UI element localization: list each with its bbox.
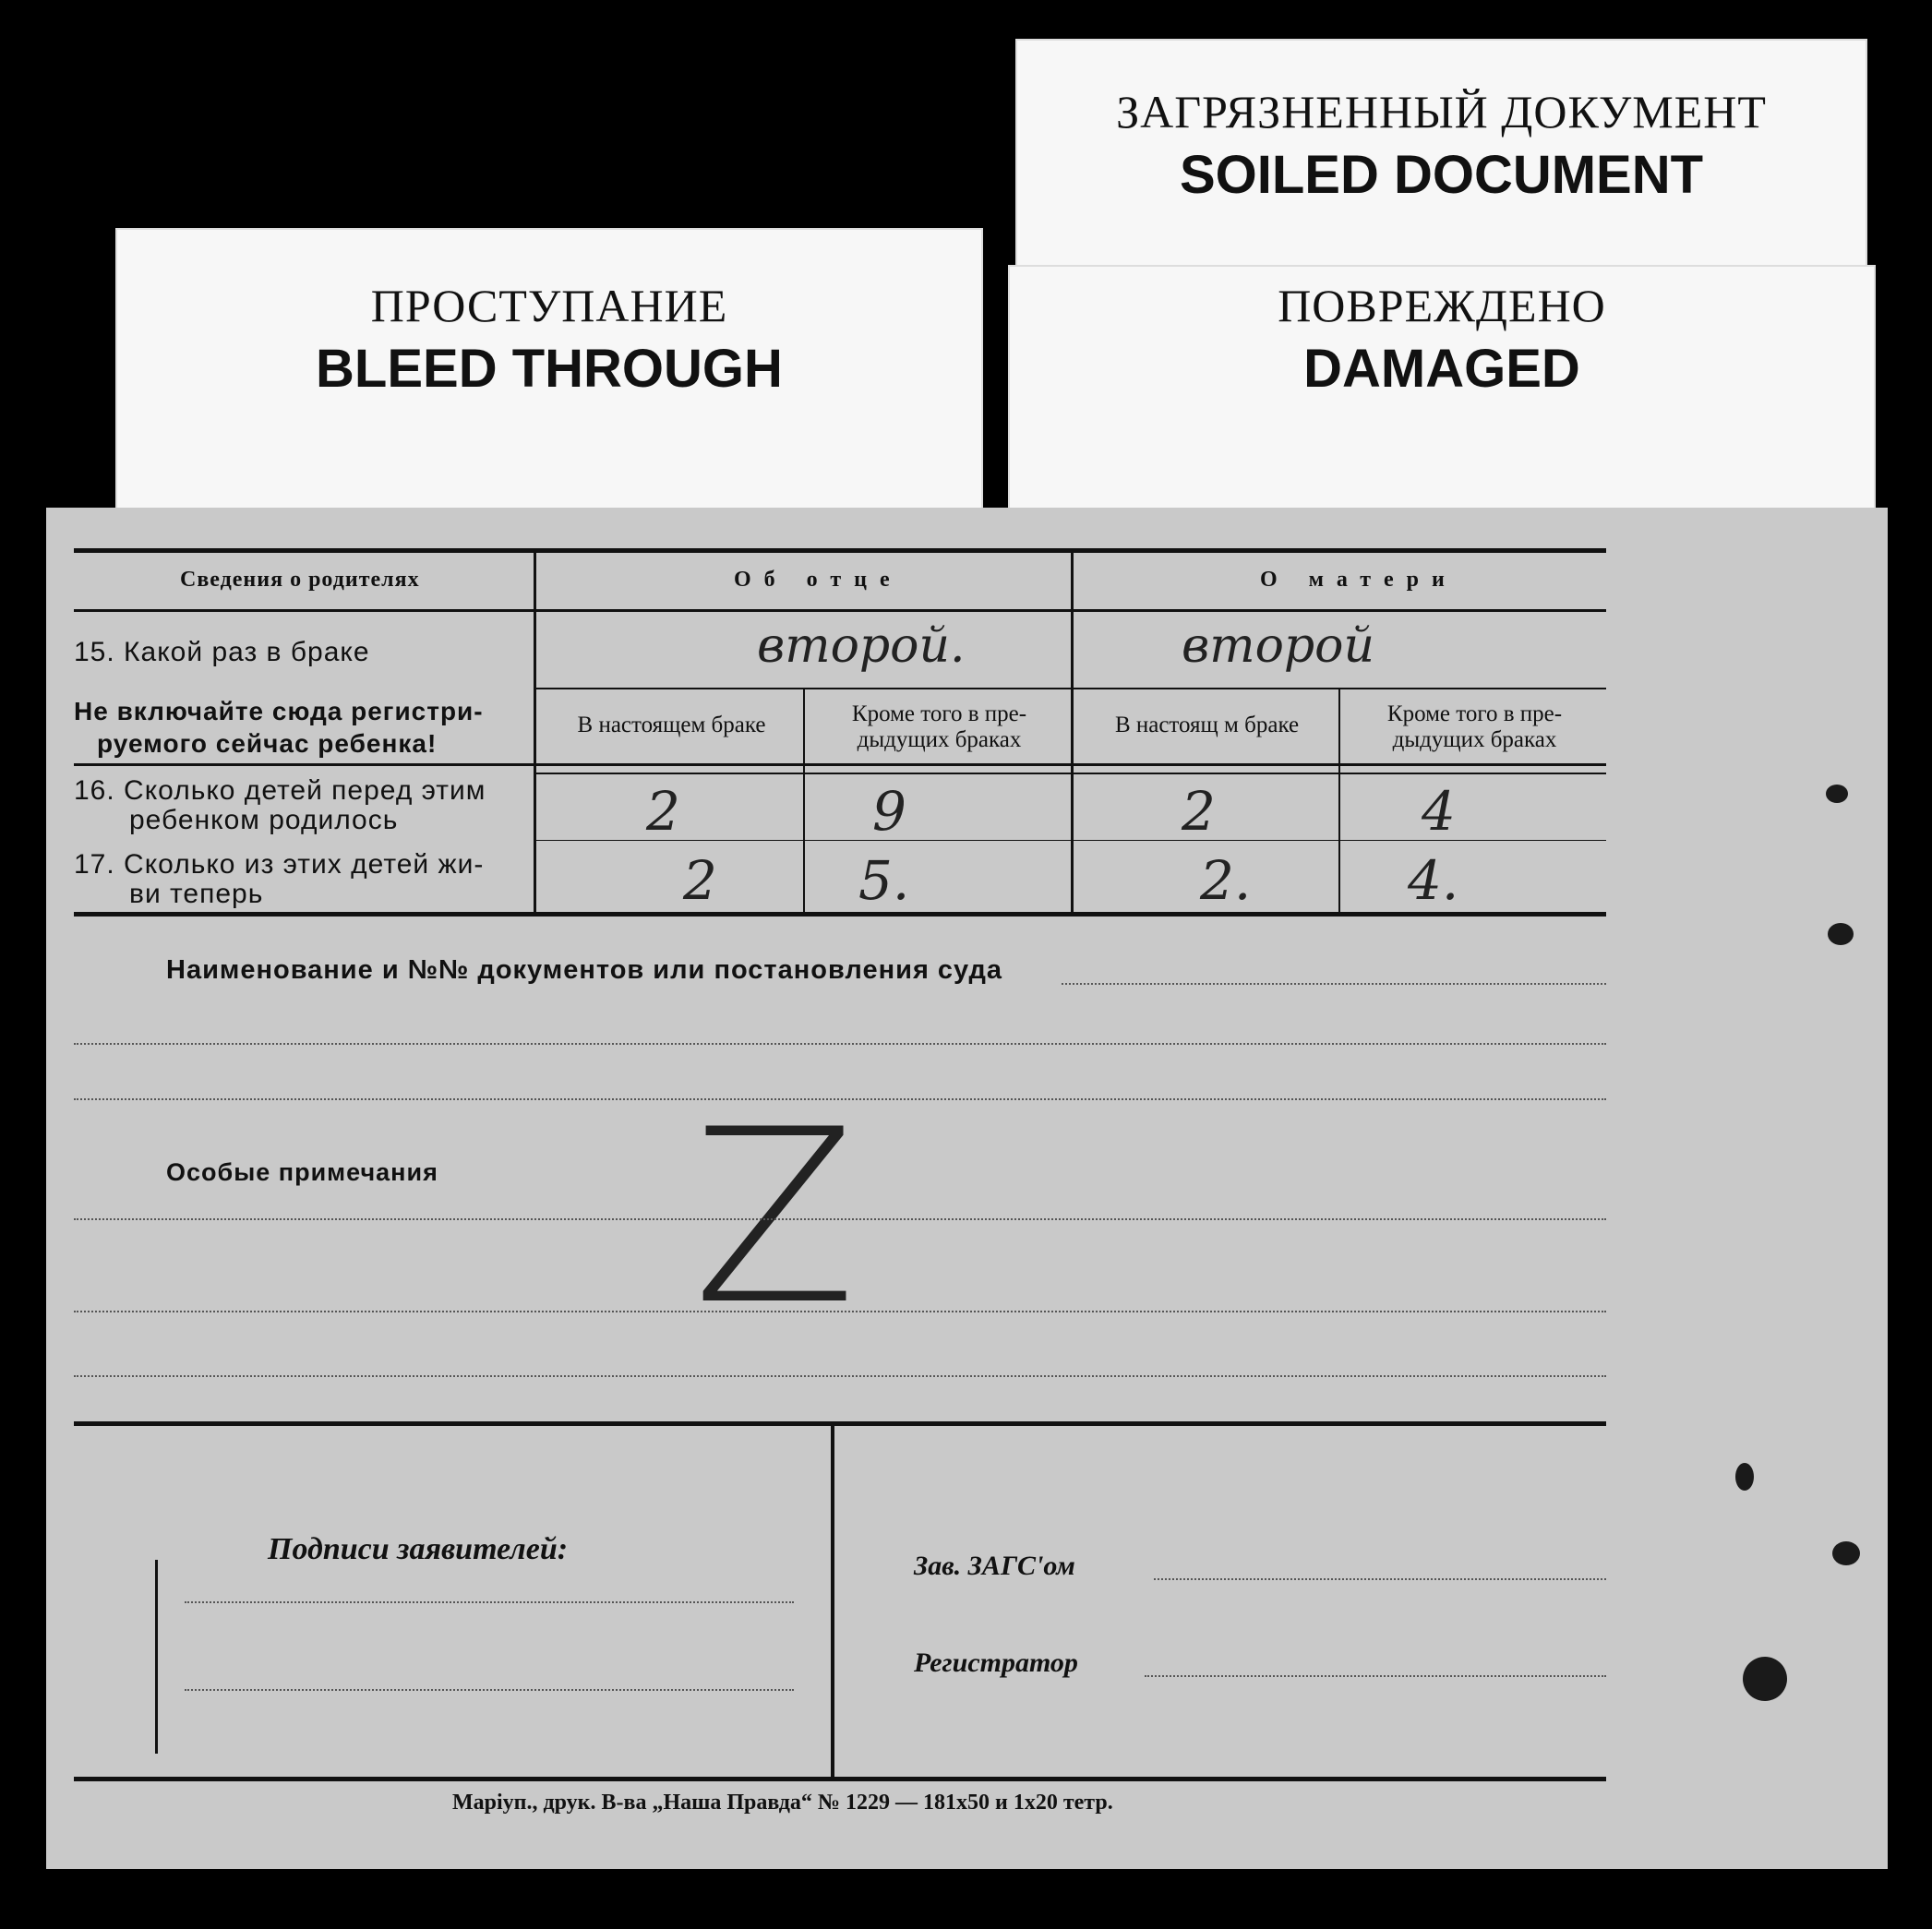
bleed-label-en: BLEED THROUGH: [316, 339, 783, 399]
documents-dotted-line-1: [1062, 983, 1606, 985]
row17-label-line2: ви теперь: [129, 879, 264, 909]
row17-label-line1: 17. Сколько из этих детей жи-: [74, 849, 485, 880]
row16-mother-current: 2: [1182, 780, 1216, 843]
note-line-1: Не включайте сюда регистри-: [74, 697, 484, 725]
signature-bottom-rule: [74, 1777, 1606, 1781]
soiled-label-en: SOILED DOCUMENT: [1179, 145, 1704, 205]
form-sheet: [46, 508, 1888, 1869]
col-divider-3: [803, 688, 805, 916]
signature-brace: [155, 1560, 158, 1754]
bleed-label-ru: ПРОСТУПАНИЕ: [370, 280, 728, 331]
applicant-line-1: [185, 1601, 794, 1603]
binding-hole: [1828, 923, 1854, 945]
printer-footer: Маріуп., друк. В-ва „Наша Правда“ № 1229 — 181х50 и 1х20 тетр.: [452, 1791, 1113, 1815]
documents-label: Наименование и №№ документов или постановления суда: [166, 955, 1002, 985]
documents-dotted-line-2: [74, 1043, 1606, 1045]
row16-father-current: 2: [646, 780, 680, 843]
row16-label-line1: 16. Сколько детей перед этим: [74, 775, 486, 806]
subheader-father-previous-line2: дыдущих браках: [857, 727, 1022, 752]
row15-label: 15. Какой раз в браке: [74, 637, 370, 667]
row17-father-previous: 5.: [858, 849, 910, 912]
signature-top-rule: [74, 1421, 1606, 1426]
row16-father-previous: 9: [872, 780, 906, 843]
binding-hole: [1826, 785, 1848, 803]
registrar-line: [1145, 1675, 1606, 1677]
subheader-mother-current: В настоящ м браке: [1114, 713, 1300, 737]
notes-dotted-line-1: [74, 1218, 1606, 1220]
header-mother: О матери: [1260, 568, 1458, 592]
subheader-mother-previous-line2: дыдущих браках: [1392, 727, 1557, 752]
table-bottom-rule: [74, 912, 1606, 917]
applicant-line-2: [185, 1689, 794, 1691]
special-notes-label: Особые примечания: [166, 1158, 438, 1186]
soiled-label-ru: ЗАГРЯЗНЕННЫЙ ДОКУМЕНТ: [1116, 86, 1767, 138]
binding-hole: [1735, 1463, 1754, 1491]
damaged-label-en: DAMAGED: [1303, 339, 1580, 399]
table-top-rule: [74, 548, 1606, 553]
header-rule: [74, 609, 1606, 612]
soiled-document-card: [1015, 39, 1867, 274]
row15-mother-value: второй: [1182, 618, 1374, 674]
header-parents-info: Сведения о родителях: [180, 568, 420, 592]
row17-father-current: 2: [683, 849, 717, 912]
subheader-father-previous-line1: Кроме того в пре-: [851, 701, 1027, 726]
row16-mother-previous: 4: [1422, 780, 1456, 843]
notes-dotted-line-3: [74, 1375, 1606, 1377]
row17-mother-previous: 4.: [1408, 849, 1459, 912]
binding-hole: [1832, 1541, 1860, 1565]
damaged-card: [1008, 265, 1876, 523]
col-divider-4: [1338, 688, 1340, 916]
binding-hole: [1743, 1657, 1787, 1701]
registrar-label: Регистратор: [914, 1647, 1078, 1678]
note-line-2: руемого сейчас ребенка!: [97, 729, 438, 758]
signature-divider: [831, 1421, 834, 1779]
row15-father-value: второй.: [757, 618, 966, 674]
subheader-rule: [74, 763, 1606, 766]
subheader-mother-previous-line1: Кроме того в пре-: [1386, 701, 1563, 726]
subheader-mother-previous: [1343, 701, 1606, 753]
zags-head-line: [1154, 1578, 1606, 1580]
zags-head-label: Зав. ЗАГС'ом: [914, 1551, 1075, 1581]
col-divider-1: [534, 548, 536, 916]
bleed-through-card: [115, 228, 983, 523]
subheader-father-current: В настоящем браке: [577, 713, 766, 737]
header-father: Об отце: [734, 568, 903, 592]
special-notes-mark: Z: [692, 1079, 858, 1358]
applicants-signature-label: Подписи заявителей:: [268, 1532, 569, 1566]
notes-dotted-line-2: [74, 1311, 1606, 1312]
row16-label-line2: ребенком родилось: [129, 805, 399, 835]
damaged-label-ru: ПОВРЕЖДЕНО: [1278, 280, 1606, 331]
row17-mother-current: 2.: [1200, 849, 1252, 912]
